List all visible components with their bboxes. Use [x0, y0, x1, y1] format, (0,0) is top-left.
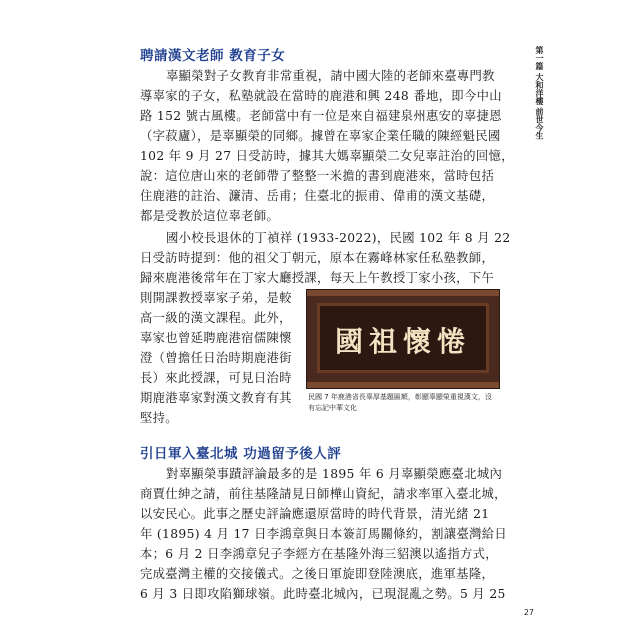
body-line: 商賈仕紳之請，前往基隆請見日師樺山資紀，請求率軍入臺北城， — [140, 487, 507, 501]
body-line: 則開課教授辜家子弟，是較 — [140, 291, 292, 305]
plaque-trim — [307, 382, 499, 388]
plaque-inscription: 國祖懷惓 — [334, 325, 471, 358]
photo-caption: 民國 7 年鹿港省長辜厚基題匾額，彰顯辜顯榮重視漢文，沒有忘記中華文化 — [308, 393, 492, 412]
plaque-trim — [307, 290, 499, 296]
body-line: 住鹿港的註治、濂清、岳甫；住臺北的振甫、偉甫的漢文基礎， — [140, 189, 495, 203]
body-line: 本；6 月 2 日李鴻章兒子李經方在基隆外海三貂澳以遙指方式， — [140, 547, 498, 561]
body-line: 6 月 3 日即攻陷獅球嶺。此時臺北城內，已現混亂之勢。5 月 25 — [140, 587, 506, 601]
body-line: 完成臺灣主權的交接儀式。之後日軍旋即登陸澳底，進軍基隆， — [140, 567, 495, 581]
body-line: 辜顯榮對子女教育非常重視，請中國大陸的老師來臺專門教 — [166, 69, 495, 83]
page-number: 27 — [523, 608, 534, 617]
body-line: 說：這位唐山來的老師帶了整整一米擔的書到鹿港來，當時包括 — [140, 169, 495, 183]
body-line: 歸來鹿港後常年在丁家大廳授課，每天上午教授丁家小孩，下午 — [140, 271, 495, 285]
body-line: 高一級的漢文課程。此外， — [140, 311, 292, 325]
running-head: 第一篇 大和洋樓 前世今生 — [535, 46, 544, 140]
body-line: 辜家也曾延聘鹿港宿儒陳懷 — [140, 331, 292, 345]
body-line: 長）來此授課，可見日治時 — [140, 371, 292, 385]
section-title-1: 聘請漢文老師 教育子女 — [140, 48, 286, 64]
body-line: 年 (1895) 4 月 17 日李鴻章與日本簽訂馬關條約，割讓臺灣給日 — [140, 527, 508, 541]
body-line: 澄（曾擔任日治時期鹿港街 — [140, 351, 292, 365]
section-title-2: 引日軍入臺北城 功過留予後人評 — [140, 446, 342, 462]
body-line: 國小校長退休的丁禎祥 (1933-2022)，民國 102 年 8 月 22 — [166, 231, 511, 245]
body-line: 路 152 號古風樓。老師當中有一位是來自福建泉州惠安的辜捷恩 — [140, 109, 502, 123]
body-line: 日受訪時提到：他的祖父丁朝元，原本在霧峰林家任私塾教師， — [140, 251, 495, 265]
body-line: 堅持。 — [140, 411, 178, 425]
body-line: 導辜家的子女，私塾就設在當時的鹿港和興 248 番地，即今中山 — [140, 89, 502, 103]
body-line: 期鹿港辜家對漢文教育有其 — [140, 391, 292, 405]
plaque-board — [317, 303, 489, 373]
body-line: 以安民心。此事之歷史評論應還原當時的時代背景，清光緒 21 — [140, 507, 490, 521]
body-line: 對辜顯榮事蹟評論最多的是 1895 年 6 月辜顯榮應臺北城內 — [166, 467, 503, 481]
body-line: （字菽廬），是辜顯榮的同鄉。據曾在辜家企業任職的陳經魁民國 — [140, 129, 501, 143]
body-line: 102 年 9 月 27 日受訪時，據其大媽辜顯榮二女兒辜註治的回憶， — [140, 149, 514, 163]
body-line: 都是受教於這位辜老師。 — [140, 209, 280, 223]
plaque-photo — [306, 289, 500, 389]
